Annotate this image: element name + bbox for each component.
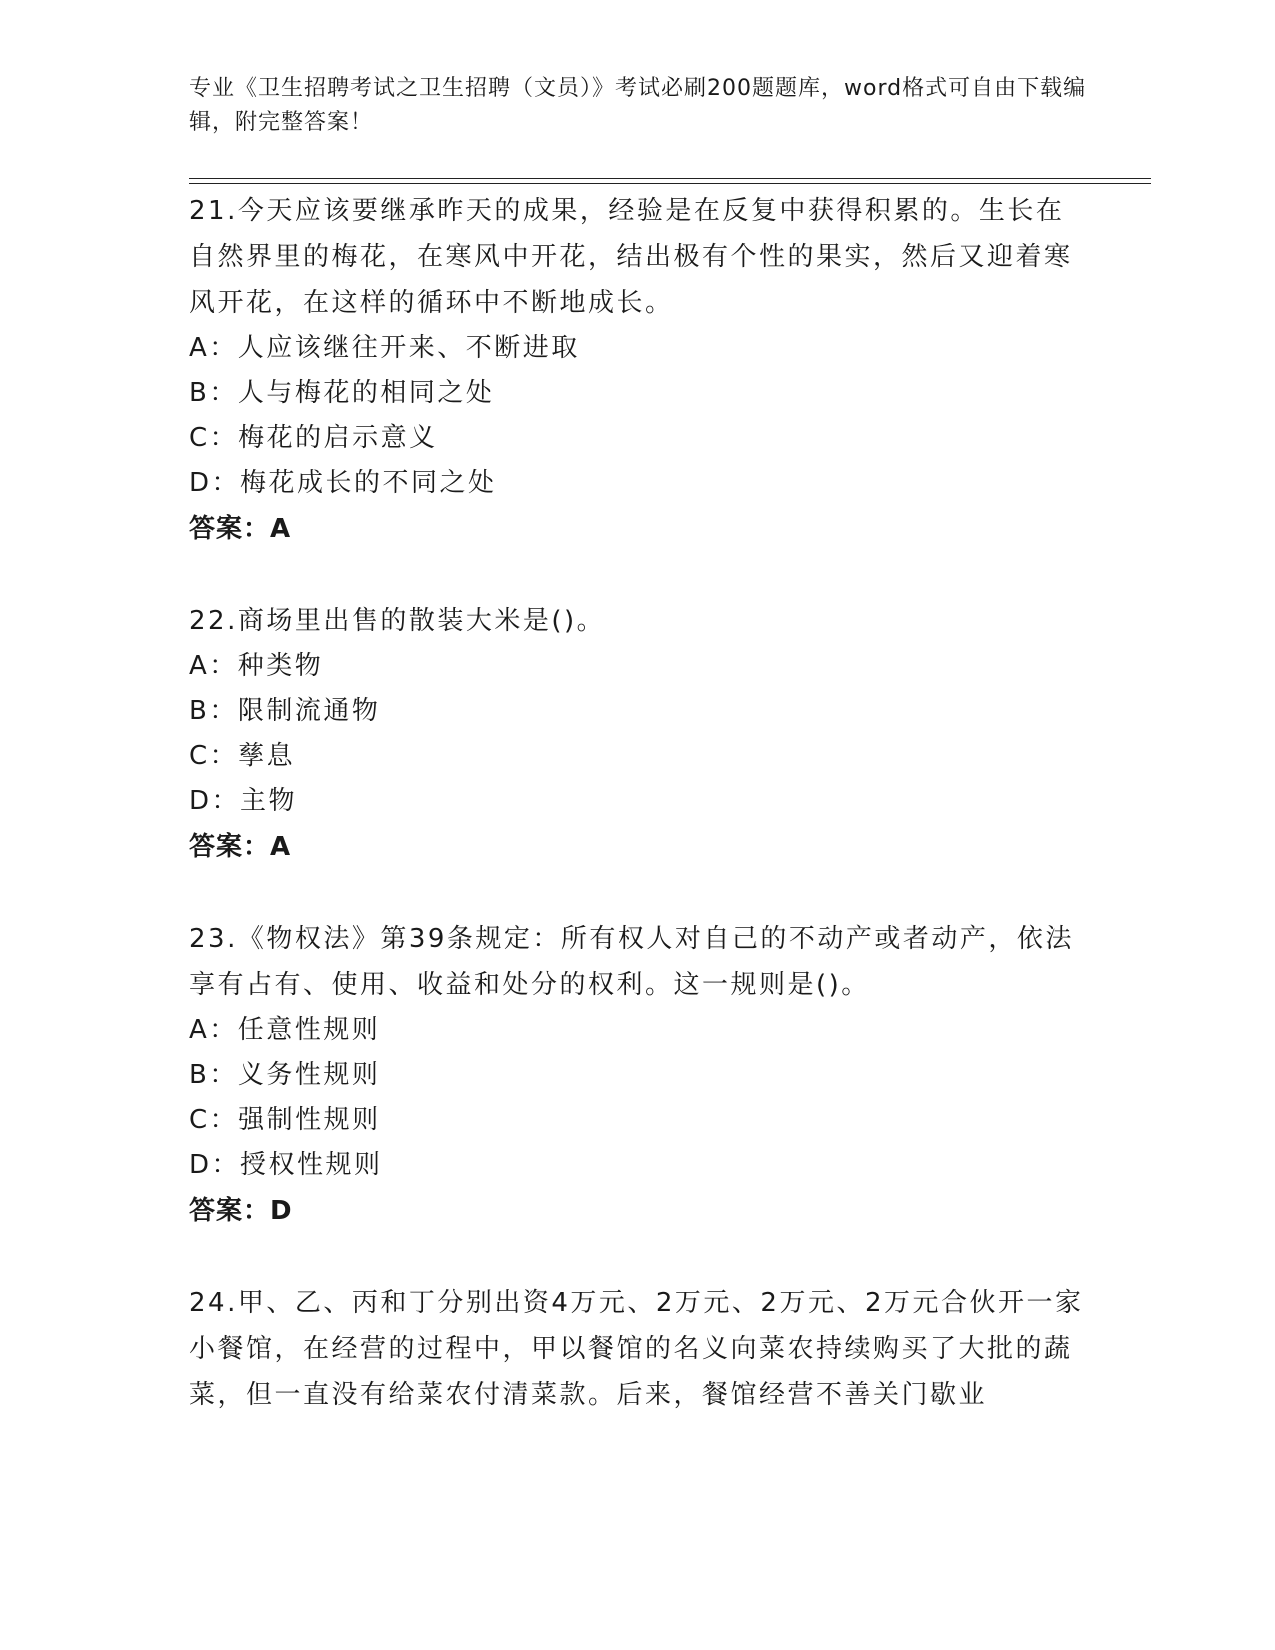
question-item bbox=[189, 188, 1089, 552]
question-stem: 23.《物权法》第39条规定：所有权人对自己的不动产或者动产，依法享有占有、使用、收益和处分的权利。这一规则是()。 bbox=[189, 924, 1074, 1000]
answer-line: 答案：D bbox=[189, 1196, 293, 1226]
question-stem: 24.甲、乙、丙和丁分别出资4万元、2万元、2万元、2万元合伙开一家小餐馆，在经营的过程中，甲以餐馆的名义向菜农持续购买了大批的蔬菜，但一直没有给菜农付清菜款。后来，餐馆经营不善关门歇业 bbox=[189, 1288, 1084, 1410]
option-c: C：强制性规则 bbox=[189, 1105, 381, 1135]
option-c: C：梅花的启示意义 bbox=[189, 423, 438, 453]
question-list bbox=[189, 188, 1089, 1464]
option-b: B：义务性规则 bbox=[189, 1060, 381, 1090]
question-item bbox=[189, 1280, 1089, 1418]
option-b: B：限制流通物 bbox=[189, 696, 381, 726]
option-d: D：授权性规则 bbox=[189, 1150, 383, 1180]
option-a: A：任意性规则 bbox=[189, 1015, 381, 1045]
answer-line: 答案：A bbox=[189, 832, 292, 862]
option-b: B：人与梅花的相同之处 bbox=[189, 378, 495, 408]
option-d: D：主物 bbox=[189, 786, 298, 816]
answer-line: 答案：A bbox=[189, 514, 292, 544]
header-divider-bottom bbox=[189, 183, 1151, 184]
question-stem: 21.今天应该要继承昨天的成果，经验是在反复中获得积累的。生长在自然界里的梅花，在寒风中开花，结出极有个性的果实，然后又迎着寒风开花，在这样的循环中不断地成长。 bbox=[189, 196, 1073, 318]
question-item bbox=[189, 916, 1089, 1234]
header-divider-top bbox=[189, 178, 1151, 179]
question-stem: 22.商场里出售的散装大米是()。 bbox=[189, 606, 606, 636]
option-a: A：种类物 bbox=[189, 651, 324, 681]
question-item bbox=[189, 598, 1089, 870]
document-header: 专业《卫生招聘考试之卫生招聘（文员）》考试必刷200题题库，word格式可自由下载编辑，附完整答案！ bbox=[189, 76, 1087, 135]
option-c: C：孳息 bbox=[189, 741, 296, 771]
option-a: A：人应该继往开来、不断进取 bbox=[189, 333, 580, 363]
option-d: D：梅花成长的不同之处 bbox=[189, 468, 497, 498]
